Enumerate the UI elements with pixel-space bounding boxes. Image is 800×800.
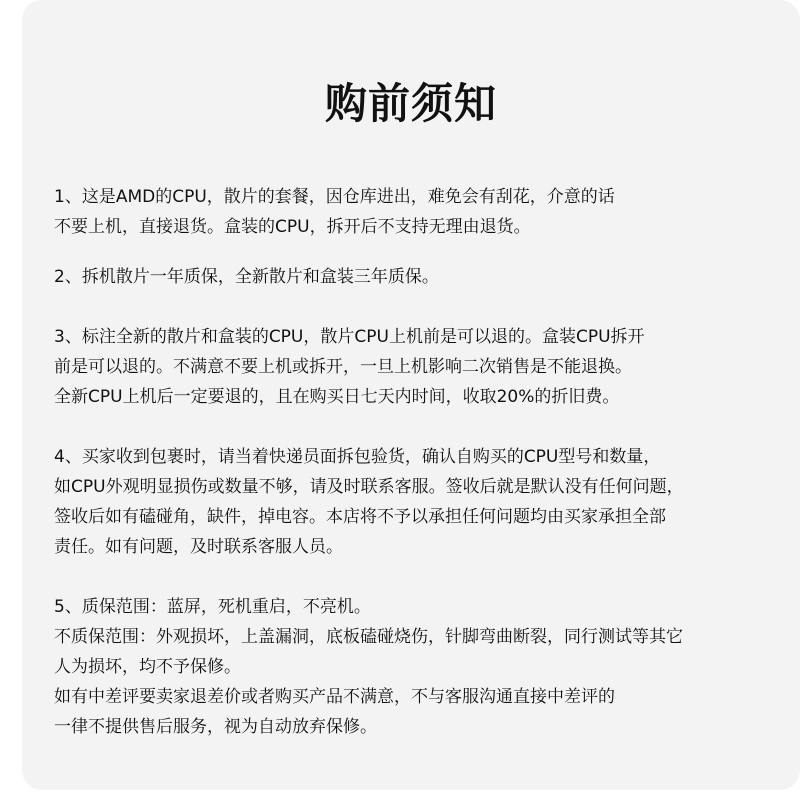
notice-line: 责任。如有问题，及时联系客服人员。 (54, 537, 343, 557)
notice-item-2 (54, 262, 800, 292)
notice-line: 如有中差评要卖家退差价或者购买产品不满意，不与客服沟通直接中差评的 (54, 687, 615, 707)
notice-line: 一律不提供售后服务，视为自动放弃保修。 (54, 717, 377, 737)
notice-item-5 (54, 592, 800, 742)
notice-item-4 (54, 442, 800, 562)
notice-line: 不质保范围：外观损坏，上盖漏洞，底板磕碰烧伤，针脚弯曲断裂，同行测试等其它 (54, 627, 683, 647)
notice-item-3 (54, 322, 800, 412)
notice-line: 人为损坏，均不予保修。 (54, 657, 241, 677)
notice-line: 不要上机，直接退货。盒装的CPU，拆开后不支持无理由退货。 (54, 217, 531, 237)
notice-line: 4、买家收到包裹时，请当着快递员面拆包验货，确认自购买的CPU型号和数量， (54, 447, 661, 467)
notice-line: 签收后如有磕碰角，缺件，掉电容。本店将不予以承担任何问题均由买家承担全部 (54, 507, 666, 527)
notice-card (22, 0, 800, 790)
notice-line: 如CPU外观明显损伤或数量不够，请及时联系客服。签收后就是默认没有任何问题， (54, 477, 684, 497)
notice-line: 5、质保范围：蓝屏，死机重启，不亮机。 (54, 597, 371, 617)
notice-line: 全新CPU上机后一定要退的，且在购买日七天内时间，收取20%的折旧费。 (54, 387, 620, 407)
notice-item-1 (54, 182, 800, 242)
page-title: 购前须知 (324, 79, 497, 128)
notice-line: 前是可以退的。不满意不要上机或拆开，一旦上机影响二次销售是不能退换。 (54, 357, 632, 377)
notice-line: 2、拆机散片一年质保，全新散片和盒装三年质保。 (54, 267, 439, 287)
notice-line: 1、这是AMD的CPU，散片的套餐，因仓库进出，难免会有刮花，介意的话 (54, 187, 615, 207)
notice-line: 3、标注全新的散片和盒装的CPU，散片CPU上机前是可以退的。盒装CPU拆开 (54, 327, 645, 347)
